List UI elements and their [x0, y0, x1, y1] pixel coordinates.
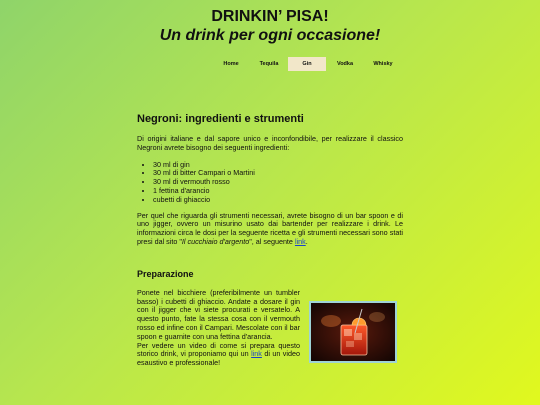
- nav-item-whisky[interactable]: Whisky: [373, 61, 393, 67]
- ingredients-list: [137, 161, 403, 205]
- list-item: • 30 ml di vermouth rosso: [153, 178, 403, 187]
- nav-item-home[interactable]: Home: [223, 61, 239, 67]
- source-link[interactable]: link: [294, 236, 306, 246]
- video-link[interactable]: link: [251, 349, 262, 359]
- list-item: • cubetti di ghiaccio: [153, 196, 403, 205]
- video-text-after: di un video esaustivo e professionale!: [137, 349, 300, 368]
- negroni-glass-icon: [311, 303, 395, 361]
- prep-section: [137, 289, 403, 368]
- prep-title: Preparazione: [137, 268, 194, 279]
- source-name: Il cucchiaio d'argento: [181, 236, 250, 246]
- video-text: Per vedere un video di come si prepara questo storico drink, vi proponiamo qui un: [137, 340, 300, 359]
- tools-end: .: [305, 236, 308, 246]
- tools-text-after: ", al seguente: [249, 236, 295, 246]
- nav-item-tequila[interactable]: Tequila: [259, 61, 279, 67]
- nav-item-gin[interactable]: Gin: [288, 57, 326, 71]
- article-title: Negroni: ingredienti e strumenti: [137, 113, 304, 125]
- list-item: • 1 fettina d'arancio: [153, 187, 403, 196]
- nav-item-vodka[interactable]: Vodka: [336, 61, 354, 67]
- article: [137, 112, 403, 368]
- header: [0, 8, 540, 46]
- prep-text: Ponete nel bicchiere (preferibilmente un tumbler basso) i cubetti di ghiaccio. Andate a dosare il gin con il jigger che vi siete procurati e versatelo. A questo punto, fate la stessa cosa con il vermouth rosso ed infine con il Campari. Mescolate con il bar spoon e guarnite con una fettina d'arancia.: [137, 287, 300, 341]
- list-item: • 30 ml di gin: [153, 161, 403, 170]
- negroni-photo: [309, 301, 397, 363]
- tools-text: Per quel che riguarda gli strumenti necessari, avrete bisogno di un bar spoon e di uno jigger, ovvero un misurino usato dai bartender per realizzare i drink. Le informazioni circa le dosi per la seguente ricetta e gli strumenti necessari sono stati presi dal sito ": [137, 210, 403, 246]
- list-item: • 30 ml di bitter Campari o Martini: [153, 169, 403, 178]
- main-nav: [212, 57, 402, 71]
- prep-paragraph: [137, 289, 300, 368]
- intro-paragraph: Di origini italiane e dal sapore unico e inconfondibile, per realizzare il classico Negroni avrete bisogno dei seguenti ingredienti:: [137, 134, 403, 152]
- tools-paragraph: [137, 212, 403, 247]
- site-title: DRINKIN’ PISA!: [211, 8, 329, 25]
- site-tagline: Un drink per ogni occasione!: [159, 27, 381, 44]
